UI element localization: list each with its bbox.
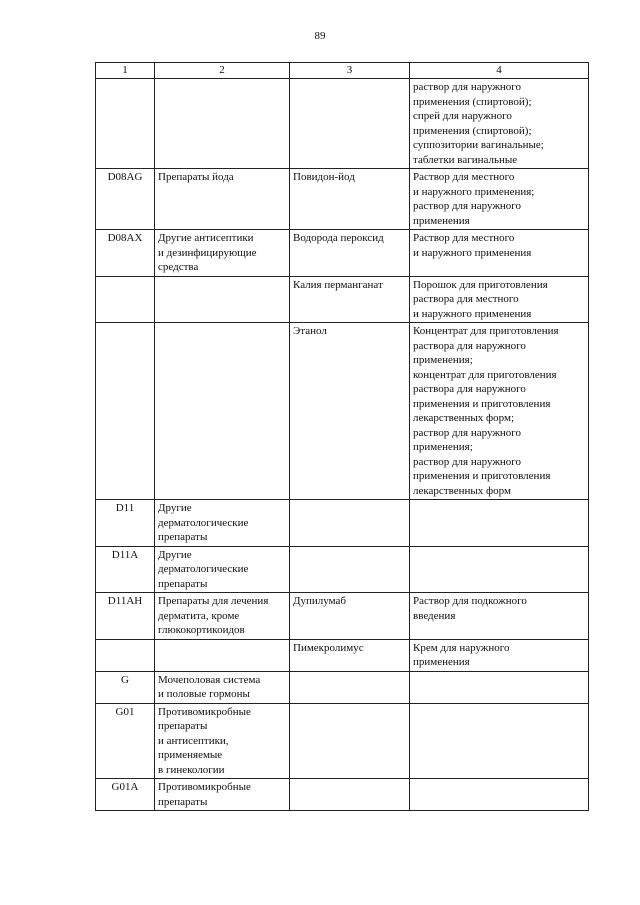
table-header-row [96,63,589,79]
substance-cell [290,671,410,703]
substance-cell: Повидон-йод [290,169,410,230]
substance-cell: Этанол [290,323,410,500]
table-row [96,169,589,230]
table-row [96,671,589,703]
group-cell: Противомикробные препараты и антисептики, применяемые в гинекологии [155,703,290,779]
substance-cell [290,779,410,811]
table-row [96,79,589,169]
substance-cell: Водорода пероксид [290,230,410,277]
atc-code-cell: D11A [96,546,155,593]
table-row [96,546,589,593]
table-row [96,323,589,500]
group-cell [155,79,290,169]
atc-code-cell: D08AX [96,230,155,277]
dosage-form-cell: раствор для наружного применения (спиртовой); спрей для наружного применения (спиртовой); суппозитории вагинальные; таблетки вагинальные [410,79,589,169]
group-cell [155,639,290,671]
dosage-form-cell [410,546,589,593]
header-cell-1: 1 [96,63,155,79]
dosage-form-cell: Порошок для приготовления раствора для местного и наружного применения [410,276,589,323]
atc-code-cell [96,323,155,500]
header-cell-3: 3 [290,63,410,79]
atc-code-cell: G01A [96,779,155,811]
substance-cell [290,500,410,547]
group-cell: Препараты йода [155,169,290,230]
atc-code-cell: D11 [96,500,155,547]
group-cell: Препараты для лечения дерматита, кроме глюкокортикоидов [155,593,290,640]
dosage-form-cell: Крем для наружного применения [410,639,589,671]
group-cell: Противомикробные препараты [155,779,290,811]
table-row [96,500,589,547]
atc-code-cell: D11AH [96,593,155,640]
dosage-form-cell: Раствор для подкожного введения [410,593,589,640]
substance-cell: Пимекролимус [290,639,410,671]
header-cell-4: 4 [410,63,589,79]
substance-cell: Дупилумаб [290,593,410,640]
group-cell: Другие дерматологические препараты [155,500,290,547]
group-cell [155,323,290,500]
group-cell: Другие дерматологические препараты [155,546,290,593]
table-row [96,779,589,811]
table-row [96,593,589,640]
dosage-form-cell: Концентрат для приготовления раствора для наружного применения; концентрат для приготовления раствора для наружного применения и приготовления лекарственных форм; раствор для наружного применения; раствор для наружного применения и приготовления лекарственных форм [410,323,589,500]
header-cell-2: 2 [155,63,290,79]
substance-cell [290,546,410,593]
atc-code-cell [96,79,155,169]
atc-code-cell: D08AG [96,169,155,230]
page-number: 89 [314,30,326,42]
atc-code-cell [96,639,155,671]
dosage-form-cell [410,703,589,779]
dosage-form-cell [410,779,589,811]
dosage-form-cell: Раствор для местного и наружного применения [410,230,589,277]
group-cell [155,276,290,323]
dosage-form-cell [410,671,589,703]
table-row [96,276,589,323]
substance-cell [290,79,410,169]
drug-classification-table [95,62,589,811]
group-cell: Мочеполовая система и половые гормоны [155,671,290,703]
table-row [96,703,589,779]
substance-cell [290,703,410,779]
table-row [96,639,589,671]
atc-code-cell: G [96,671,155,703]
atc-code-cell: G01 [96,703,155,779]
group-cell: Другие антисептики и дезинфицирующие средства [155,230,290,277]
table-row [96,230,589,277]
dosage-form-cell: Раствор для местного и наружного применения; раствор для наружного применения [410,169,589,230]
atc-code-cell [96,276,155,323]
dosage-form-cell [410,500,589,547]
substance-cell: Калия перманганат [290,276,410,323]
